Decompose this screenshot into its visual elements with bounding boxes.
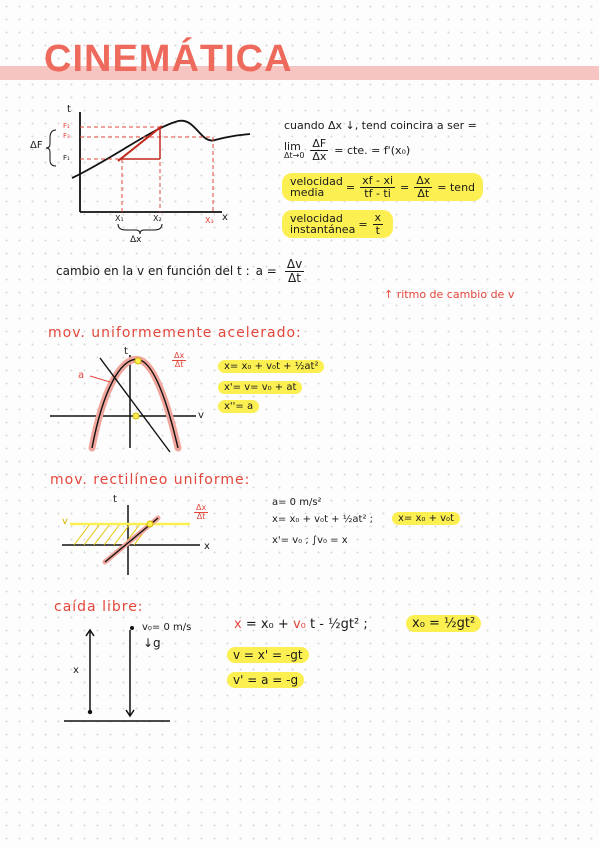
mua-frac-num: Δx [174, 351, 185, 360]
mua-heading: mov. uniformemente acelerado: [48, 325, 302, 341]
lim-den: Δx [312, 149, 327, 163]
caida-eq1c: v₀ [292, 617, 306, 632]
lim-rest: = cte. = f'(x₀) [334, 143, 411, 157]
mru-x-axis: x [204, 541, 210, 552]
lim-sub: Δt→0 [284, 150, 305, 160]
vm-rest: = tend [437, 180, 476, 194]
mua-eq3: x''= a [218, 400, 259, 413]
up-arrow-icon: ↑ [384, 288, 394, 301]
mru-heading: mov. rectilíneo uniforme: [50, 472, 251, 488]
t-axis-label: t [67, 104, 71, 115]
mru-eq1: a= 0 m/s² [272, 497, 322, 508]
cambio-a: a = [255, 264, 277, 279]
cambio-num: Δv [286, 257, 303, 271]
vm-den: tf - ti [364, 186, 391, 200]
caida-eq1a: x [234, 617, 242, 632]
caida-eq1d: t - ½gt² ; [310, 617, 368, 632]
mru-frac-den: Δt [196, 512, 206, 522]
vi-label2: instantánea [290, 223, 356, 237]
mru-v-label: v [62, 516, 68, 527]
x2-label: X₂ [153, 214, 162, 223]
mru-t-axis: t [113, 494, 117, 505]
caida-x-label: x [73, 665, 79, 676]
f3-label: F₃ [63, 132, 70, 140]
x1-label: X₁ [115, 214, 124, 223]
vi-num: x [374, 211, 382, 224]
caida-eq1e: x₀ = ½gt² [406, 615, 481, 632]
x-axis-label: x [222, 212, 228, 223]
lim-text: lim [284, 139, 301, 153]
caida-v0: v₀= 0 m/s [142, 622, 192, 633]
mua-t-axis: t [124, 346, 128, 357]
vm-label2: media [290, 186, 325, 200]
note-cuando: cuando Δx ↓, tend coincira a ser = [284, 119, 477, 132]
vi-label1: velocidad [290, 211, 343, 225]
mru-eq2b: x= x₀ + v₀t [392, 512, 460, 525]
caida-eq1b: = x₀ + [245, 617, 289, 632]
mru-frac-num: Δx [196, 503, 207, 512]
mua-frac-den: Δt [174, 360, 184, 370]
delta-x-label: Δx [130, 235, 142, 245]
caida-eq3: v' = a = -g [227, 672, 304, 688]
vm-label1: velocidad [290, 174, 343, 188]
vm-num: xf - xi [362, 174, 394, 187]
cambio-note-text: ritmo de cambio de v [396, 288, 515, 301]
vi-eq: = [358, 217, 368, 231]
delta-f-label: ΔF [30, 140, 43, 151]
vm-eq: = [345, 180, 356, 194]
page-title: CINEMÁTICA [44, 38, 293, 80]
vm-eq2: = [400, 180, 410, 194]
caida-heading: caída libre: [54, 599, 144, 615]
mua-v-axis: v [198, 410, 204, 421]
mru-eq2: x= x₀ + v₀t + ½at² ; [272, 514, 374, 525]
mua-a-label: a [78, 370, 85, 381]
vm-num2: Δx [416, 174, 431, 187]
lim-num: ΔF [312, 137, 327, 150]
cambio-den: Δt [288, 270, 301, 285]
vm-den2: Δt [417, 186, 430, 200]
caida-g: ↓g [143, 636, 161, 650]
caida-eq2: v = x' = -gt [227, 647, 309, 663]
cambio-text: cambio en la v en función del t : [56, 264, 250, 279]
mua-eq2: x'= v= v₀ + at [218, 381, 302, 394]
mua-eq1: x= x₀ + v₀t + ½at² [218, 360, 324, 373]
vi-den: t [375, 223, 380, 237]
x3-label: X₃ [205, 216, 214, 225]
mru-eq3: x'= v₀ ; ∫v₀ = x [272, 535, 348, 546]
caida-eq1 [234, 617, 368, 632]
f2-label: F₂ [63, 122, 70, 130]
f1-label: F₁ [63, 154, 70, 162]
